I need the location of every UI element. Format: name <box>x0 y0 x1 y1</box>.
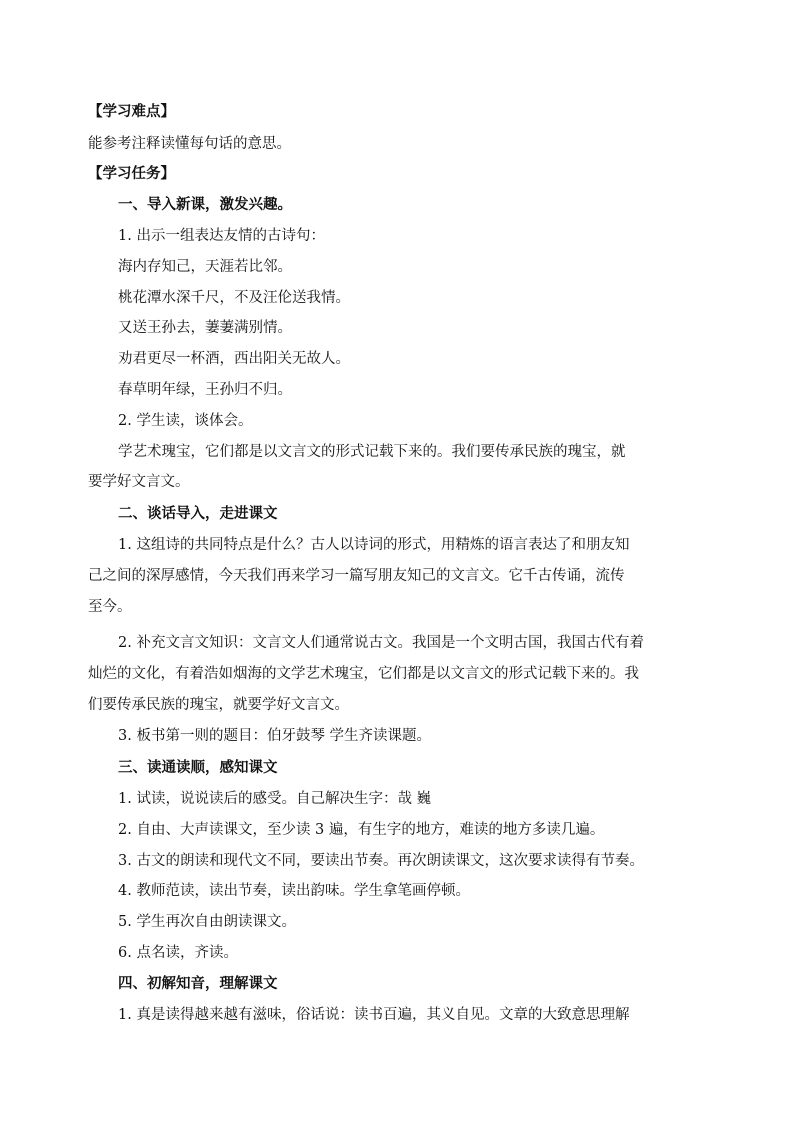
poem-line: 春草明年绿，王孙归不归。 <box>118 382 292 398</box>
poem-line: 又送王孙去，萋萋满别情。 <box>118 320 292 336</box>
poem-line: 海内存知己，天涯若比邻。 <box>118 259 292 275</box>
section-2-item-1: 至今。 <box>88 599 132 615</box>
section-1-item-2: 2. 学生读，谈体会。 <box>118 413 253 429</box>
heading-difficulty: 【学习难点】 <box>88 103 175 120</box>
section-3-item: 4. 教师范读，读出节奏，读出韵味。学生拿笔画停顿。 <box>118 883 470 899</box>
heading-tasks: 【学习任务】 <box>88 165 175 182</box>
poem-line: 劝君更尽一杯酒，西出阳关无故人。 <box>118 351 350 367</box>
section-2-item-2: 灿烂的文化，有着浩如烟海的文学艺术瑰宝，它们都是以文言文的形式记载下来的。我 <box>88 666 639 682</box>
section-2-item-2: 们要传承民族的瑰宝，就要学好文言文。 <box>88 697 349 713</box>
section-3-title: 三、读通读顺，感知课文 <box>118 759 278 776</box>
section-1-paragraph: 要学好文言文。 <box>88 474 190 490</box>
section-3-item: 5. 学生再次自由朗读课文。 <box>118 914 296 930</box>
section-3-item: 2. 自由、大声读课文，至少读 3 遍，有生字的地方，难读的地方多读几遍。 <box>118 822 605 838</box>
poem-line: 桃花潭水深千尺，不及汪伦送我情。 <box>118 290 350 306</box>
section-2-title: 二、谈话导入，走进课文 <box>118 505 278 522</box>
section-2-item-1: 1. 这组诗的共同特点是什么？古人以诗词的形式，用精炼的语言表达了和朋友知 <box>118 537 630 553</box>
section-2-item-3: 3. 板书第一则的题目：伯牙鼓琴 学生齐读课题。 <box>118 728 432 744</box>
section-4-item-1: 1. 真是读得越来越有滋味，俗话说：读书百遍，其义自见。文章的大致意思理解 <box>118 1007 630 1023</box>
section-1-item-1: 1. 出示一组表达友情的古诗句： <box>118 228 325 244</box>
section-4-title: 四、初解知音，理解课文 <box>118 975 278 992</box>
section-3-item: 6. 点名读，齐读。 <box>118 945 238 961</box>
section-2-item-2: 2. 补充文言文知识：文言文人们通常说古文。我国是一个文明古国，我国古代有着 <box>118 635 644 651</box>
difficulty-text: 能参考注释读懂每句话的意思。 <box>88 136 291 152</box>
section-3-item: 3. 古文的朗读和现代文不同，要读出节奏。再次朗读课文，这次要求读得有节奏。 <box>118 853 644 869</box>
section-3-item: 1. 试读，说说读后的感受。自己解决生字：哉 巍 <box>118 791 432 807</box>
section-1-paragraph: 学艺术瑰宝，它们都是以文言文的形式记载下来的。我们要传承民族的瑰宝，就 <box>118 444 626 460</box>
section-1-title: 一、导入新课，激发兴趣。 <box>118 196 292 213</box>
section-2-item-1: 己之间的深厚感情，今天我们再来学习一篇写朋友知己的文言文。它千古传诵，流传 <box>88 568 625 584</box>
